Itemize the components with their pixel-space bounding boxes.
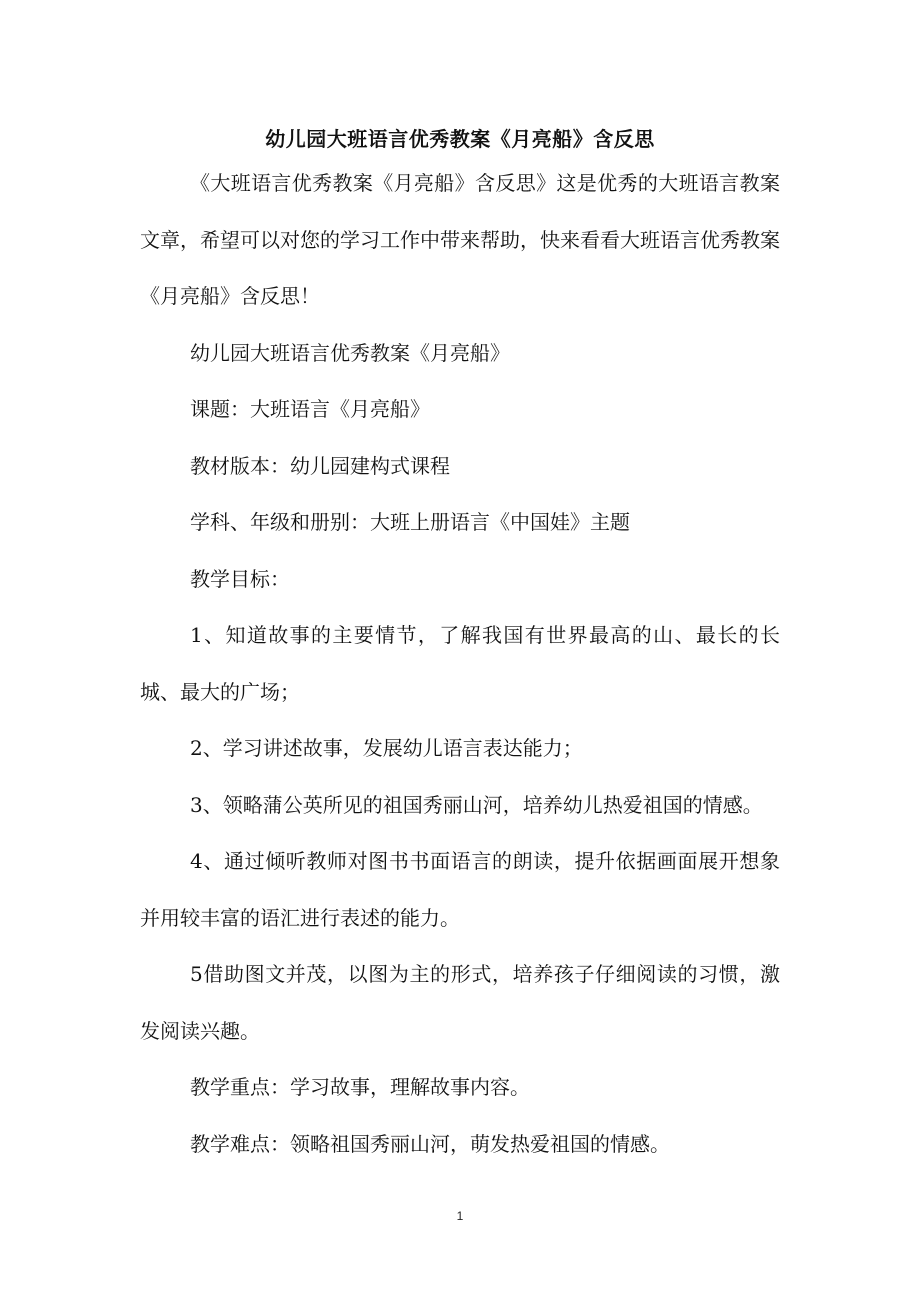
document-body [140, 155, 780, 1172]
document-title: 幼儿园大班语言优秀教案《月亮船》含反思 [265, 127, 655, 152]
paragraph-objective-2: 2、学习讲述故事，发展幼儿语言表达能力； [190, 736, 583, 760]
paragraph-difficulty: 教学难点：领略祖国秀丽山河，萌发热爱祖国的情感。 [190, 1131, 670, 1156]
paragraph-objectives-heading: 教学目标： [190, 566, 290, 591]
paragraph-textbook-version: 教材版本：幼儿园建构式课程 [190, 453, 450, 478]
paragraph-topic: 课题：大班语言《月亮船》 [190, 397, 430, 421]
page-number: 1 [456, 1209, 464, 1223]
paragraph-intro: 《大班语言优秀教案《月亮船》含反思》这是优秀的大班语言教案文章，希望可以对您的学习工作中带来帮助，快来看看大班语言优秀教案《月亮船》含反思！ [140, 171, 780, 308]
paragraph-lesson-name: 幼儿园大班语言优秀教案《月亮船》 [190, 340, 510, 365]
paragraph-subject-grade: 学科、年级和册别：大班上册语言《中国娃》主题 [190, 510, 630, 534]
paragraph-objective-3: 3、领略蒲公英所见的祖国秀丽山河，培养幼儿热爱祖国的情感。 [190, 792, 763, 817]
paragraph-objective-5: 5借助图文并茂，以图为主的形式，培养孩子仔细阅读的习惯，激发阅读兴趣。 [140, 962, 780, 1043]
paragraph-objective-4: 4、通过倾听教师对图书书面语言的朗读，提升依据画面展开想象并用较丰富的语汇进行表述的能力。 [140, 849, 780, 930]
paragraph-key-point: 教学重点：学习故事，理解故事内容。 [190, 1075, 530, 1099]
paragraph-objective-1: 1、知道故事的主要情节，了解我国有世界最高的山、最长的长城、最大的广场； [140, 623, 780, 704]
